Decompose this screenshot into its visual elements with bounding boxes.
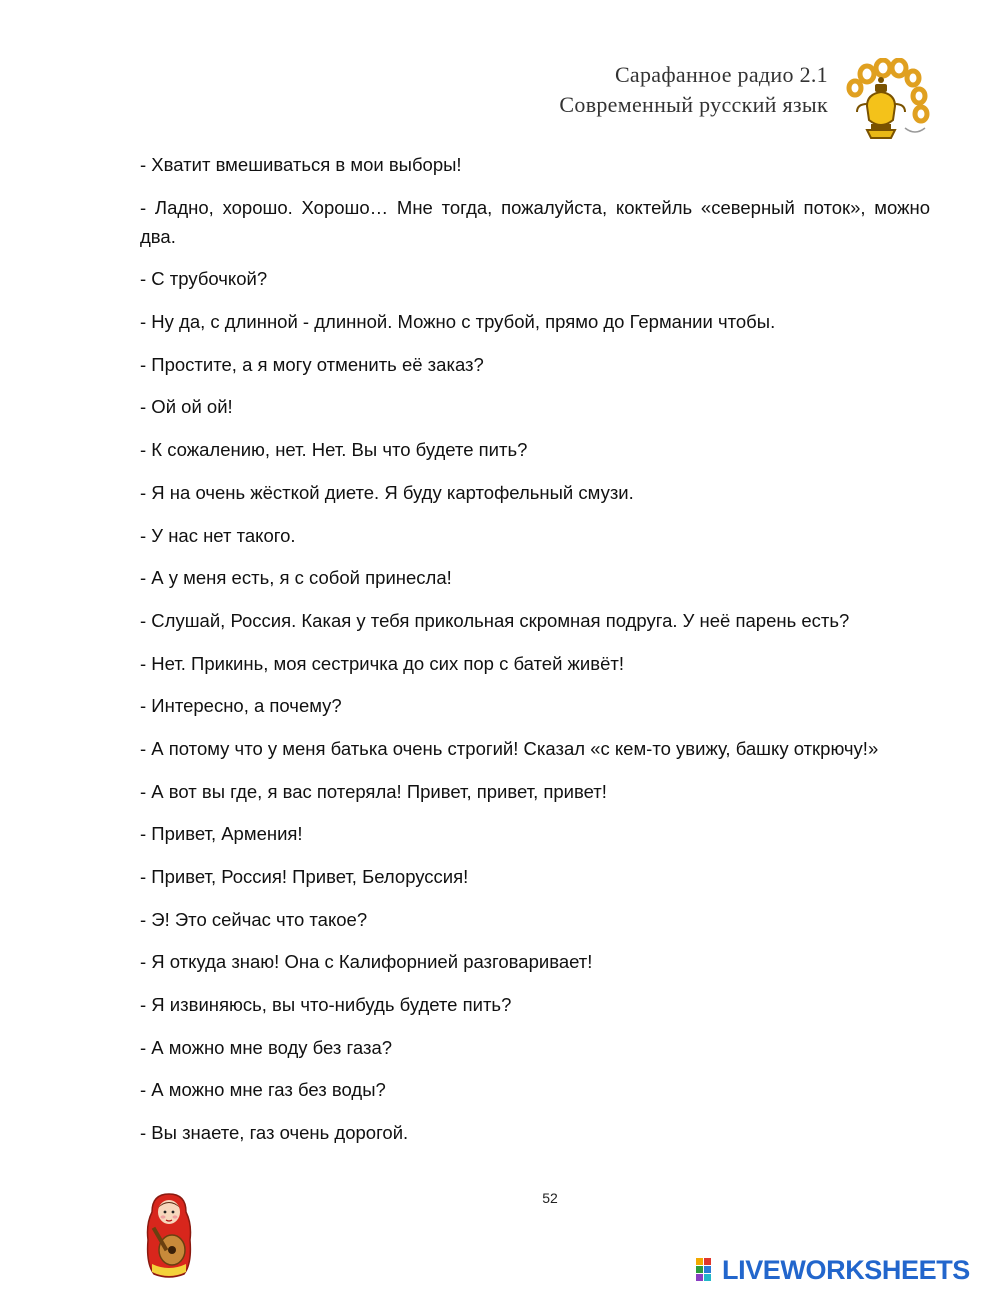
- header-title: Сарафанное радио 2.1: [614, 62, 828, 87]
- liveworksheets-logo: [695, 1256, 970, 1284]
- dialogue-line: - Э! Это сейчас что такое?: [140, 908, 368, 930]
- dialogue-line: - Я откуда знаю! Она с Калифорнией разговаривает!: [140, 951, 593, 973]
- dialogue-line: - А можно мне газ без воды?: [140, 1079, 386, 1101]
- dialogue-line: - К сожалению, нет. Нет. Вы что будете пить?: [140, 439, 528, 461]
- dialogue-line: - А вот вы где, я вас потеряла! Привет, привет, привет!: [140, 780, 607, 802]
- dialogue-line: - Нет. Прикинь, моя сестричка до сих пор с батей живёт!: [140, 652, 624, 674]
- dialogue-line: - А у меня есть, я с собой принесла!: [140, 567, 452, 589]
- dialogue-line: - Ну да, с длинной - длинной. Можно с трубой, прямо до Германии чтобы.: [140, 311, 776, 333]
- dialogue-line: - Слушай, Россия. Какая у тебя прикольная скромная подруга. У неё парень есть?: [140, 609, 850, 631]
- dialogue-line: - С трубочкой?: [140, 268, 268, 290]
- dialogue-line: - Простите, а я могу отменить её заказ?: [140, 353, 484, 375]
- dialogue-line: - А можно мне воду без газа?: [140, 1036, 393, 1058]
- dialogue-line: - Ой ой ой!: [140, 396, 233, 418]
- liveworksheets-mark-icon: [695, 1257, 719, 1283]
- dialogue-text: [140, 150, 930, 1161]
- dialogue-line: - Я извиняюсь, вы что-нибудь будете пить?: [140, 994, 512, 1016]
- dialogue-line: - Хватит вмешиваться в мои выборы!: [140, 154, 462, 175]
- matryoshka-doll-icon: [140, 1190, 198, 1280]
- page-header: [559, 60, 828, 120]
- dialogue-line: - У нас нет такого.: [140, 524, 296, 546]
- samovar-bagels-icon: [845, 58, 935, 150]
- page-number: 52: [542, 1190, 558, 1206]
- dialogue-line: - Я на очень жёсткой диете. Я буду картофельный смузи.: [140, 481, 634, 503]
- dialogue-line: - Привет, Россия! Привет, Белоруссия!: [140, 866, 469, 887]
- dialogue-line: - Привет, Армения!: [140, 823, 303, 845]
- header-subtitle: Современный русский язык: [559, 92, 828, 117]
- dialogue-line: - Ладно, хорошо. Хорошо… Мне тогда, пожалуйста, коктейль «северный поток», можно два.: [140, 196, 930, 247]
- logo-text: LIVEWORKSHEETS: [722, 1255, 970, 1285]
- dialogue-line: - Интересно, а почему?: [140, 695, 342, 717]
- dialogue-line: - А потому что у меня батька очень строгий! Сказал «с кем-то увижу, башку открючу!»: [140, 737, 879, 759]
- dialogue-line: - Вы знаете, газ очень дорогой.: [140, 1122, 409, 1144]
